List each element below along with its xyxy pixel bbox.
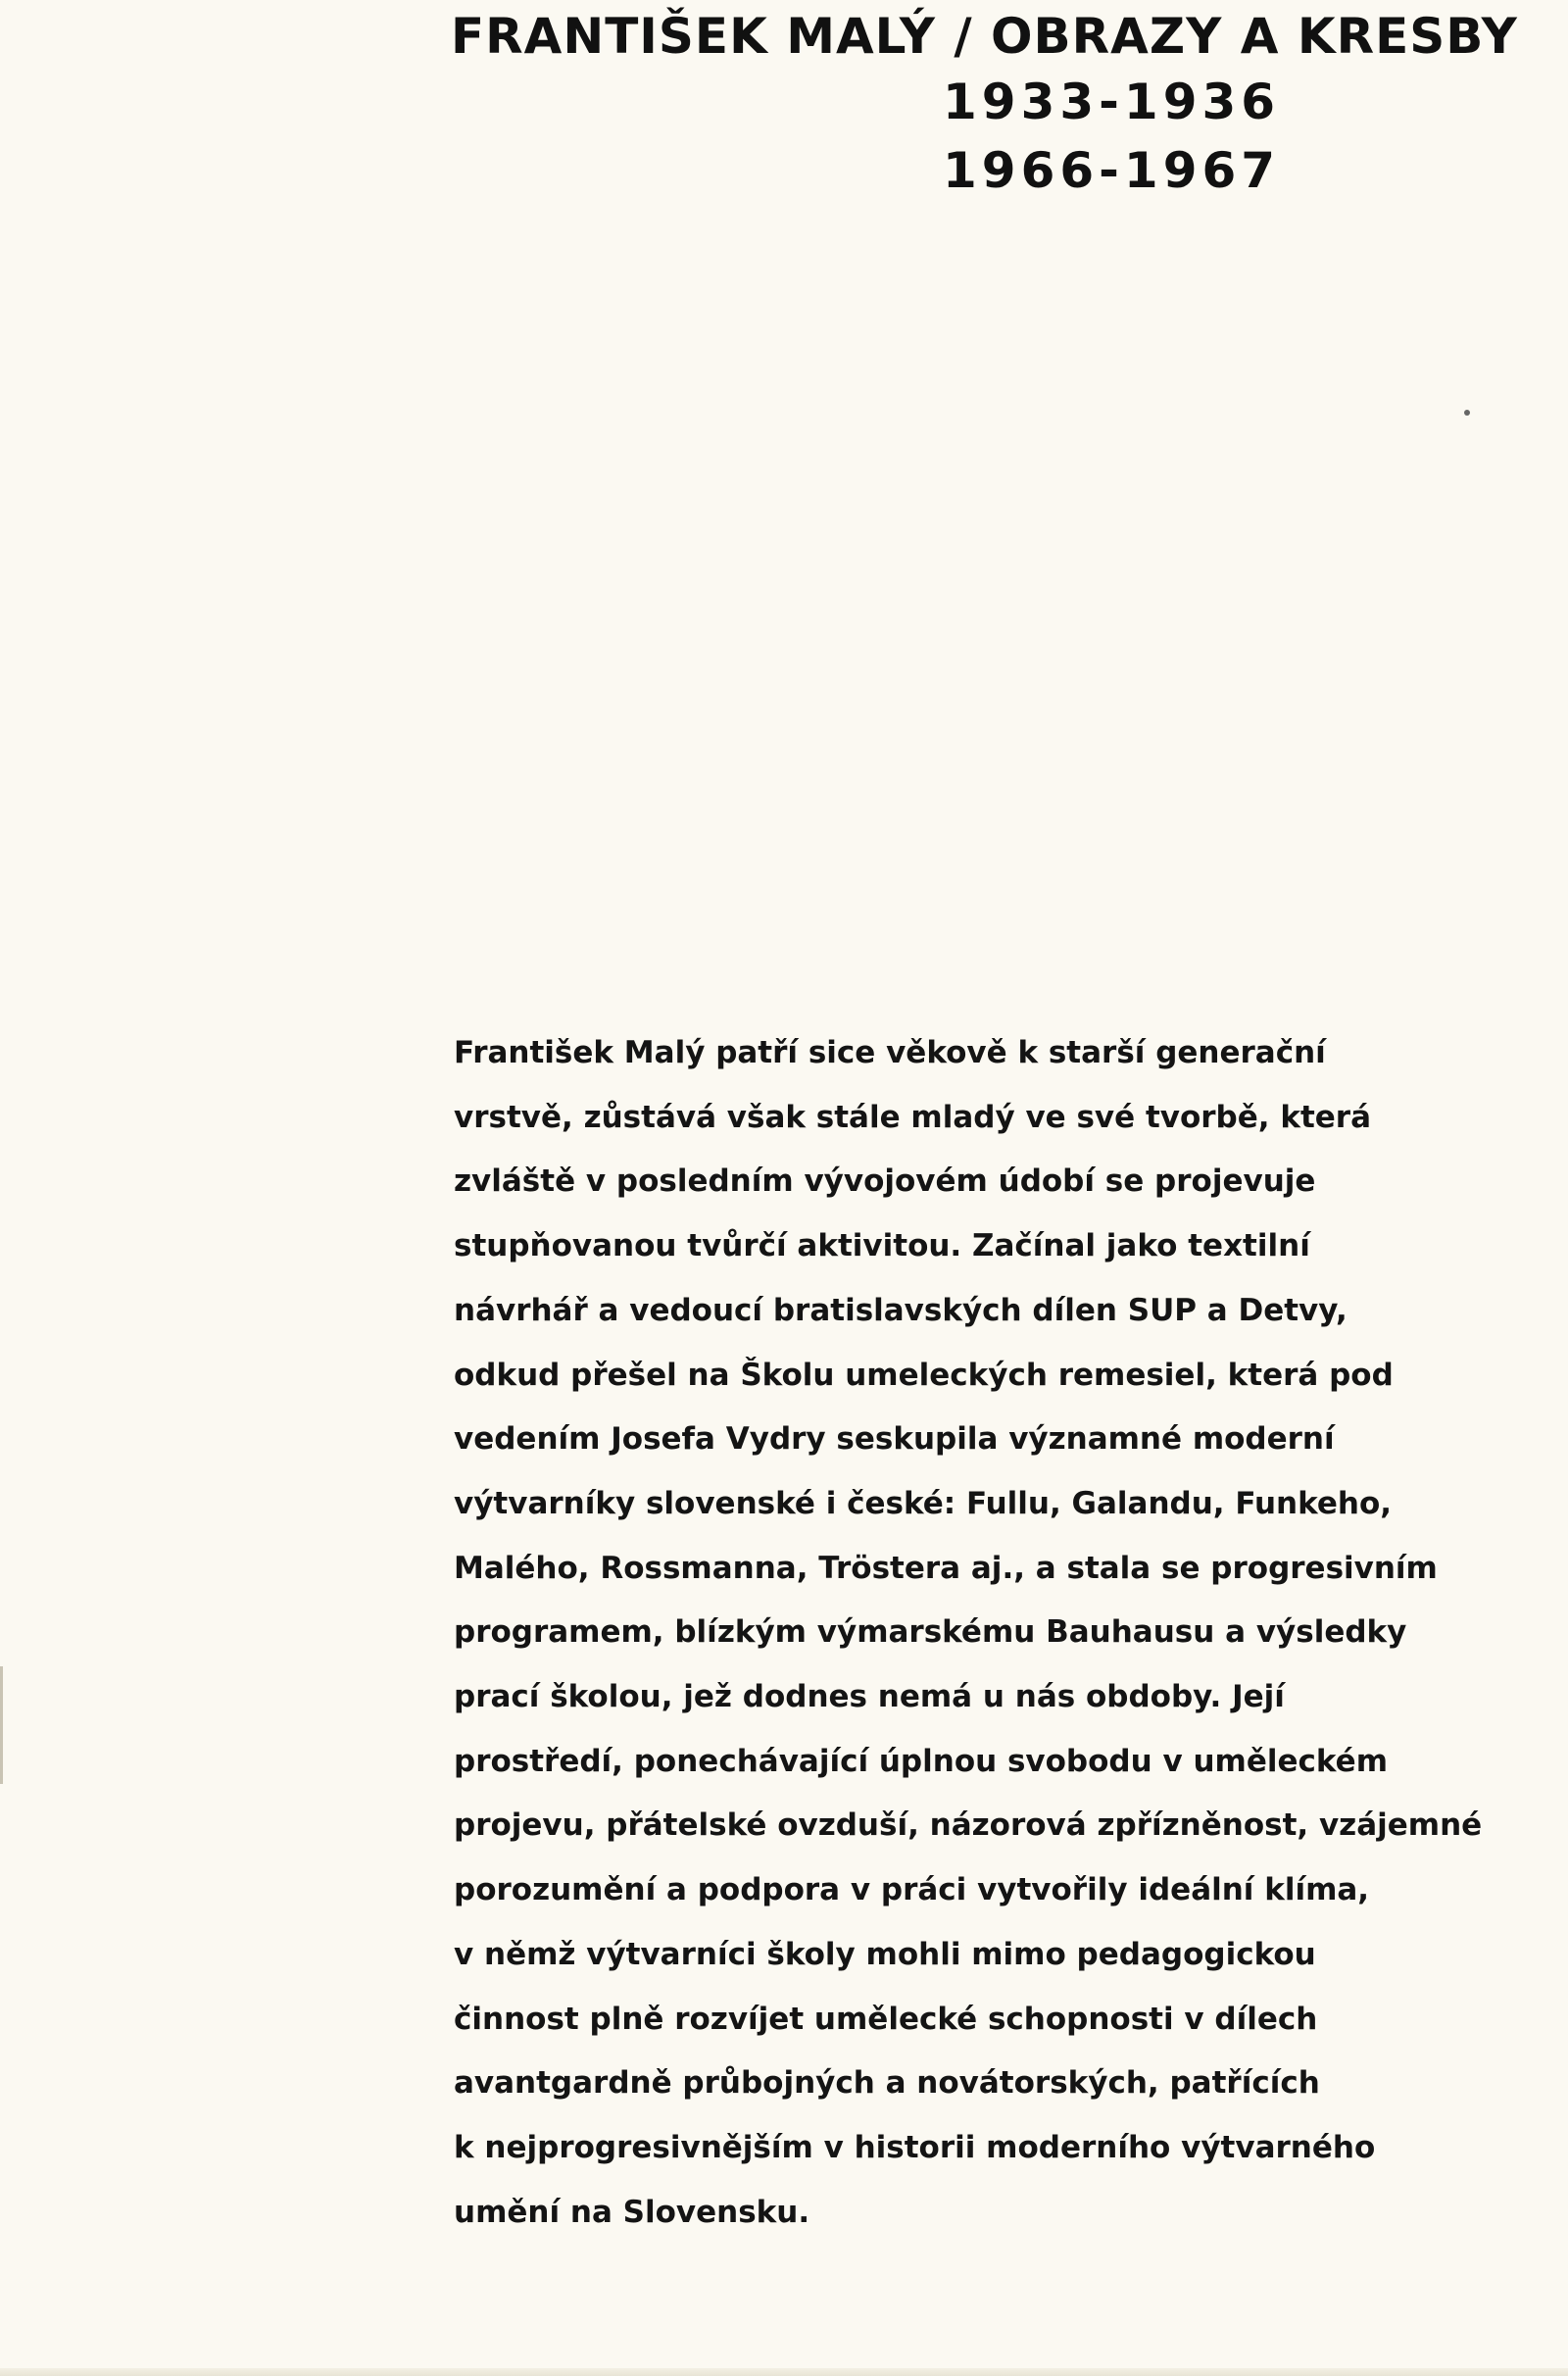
paragraph-line: k nejprogresivnějším v historii moderního výtvarného [454, 2129, 1376, 2165]
years-range-first: 1933-1936 [943, 74, 1281, 130]
paper-edge-mark [0, 1666, 3, 1784]
paragraph-line: návrhář a vedoucí bratislavských dílen SUP a Detvy, [454, 1292, 1348, 1328]
paragraph-line: výtvarníky slovenské i české: Fullu, Galandu, Funkeho, [454, 1485, 1393, 1521]
paragraph-line: porozumění a podpora v práci vytvořily ideální klíma, [454, 1872, 1370, 1908]
paragraph-line: v němž výtvarníci školy mohli mimo pedagogickou [454, 1936, 1316, 1972]
years-range-second: 1966-1967 [943, 142, 1281, 199]
paragraph-line: prostředí, ponechávající úplnou svobodu v uměleckém [454, 1743, 1389, 1779]
paragraph-line: zvláště v posledním vývojovém údobí se projevuje [454, 1163, 1316, 1200]
paragraph-line: umění na Slovensku. [454, 2194, 810, 2230]
paragraph-line: František Malý patří sice věkově k starší generační [454, 1035, 1326, 1070]
paper-speck [1464, 410, 1470, 416]
paper-bottom-edge [0, 2368, 1568, 2376]
paragraph-line: Malého, Rossmanna, Tröstera aj., a stala se progresivním [454, 1550, 1438, 1586]
paragraph-line: odkud přešel na Školu umeleckých remesiel, která pod [454, 1357, 1394, 1393]
document-title: FRANTIŠEK MALÝ / OBRAZY A KRESBY [451, 8, 1518, 65]
paragraph-line: vedením Josefa Vydry seskupila významné moderní [454, 1421, 1335, 1458]
paragraph-line: programem, blízkým výmarskému Bauhausu a výsledky [454, 1614, 1407, 1651]
paragraph-line: vrstvě, zůstává však stále mladý ve své tvorbě, která [454, 1099, 1372, 1135]
body-paragraph [454, 1021, 1483, 2245]
paragraph-line: stupňovanou tvůrčí aktivitou. Začínal jako textilní [454, 1228, 1310, 1264]
paragraph-line: prací školou, jež dodnes nemá u nás obdoby. Její [454, 1679, 1285, 1715]
paragraph-line: projevu, přátelské ovzduší, názorová zpřízněnost, vzájemné [454, 1807, 1483, 1844]
paragraph-line: činnost plně rozvíjet umělecké schopnosti v dílech [454, 2001, 1318, 2037]
paragraph-line: avantgardně průbojných a novátorských, patřících [454, 2065, 1320, 2102]
